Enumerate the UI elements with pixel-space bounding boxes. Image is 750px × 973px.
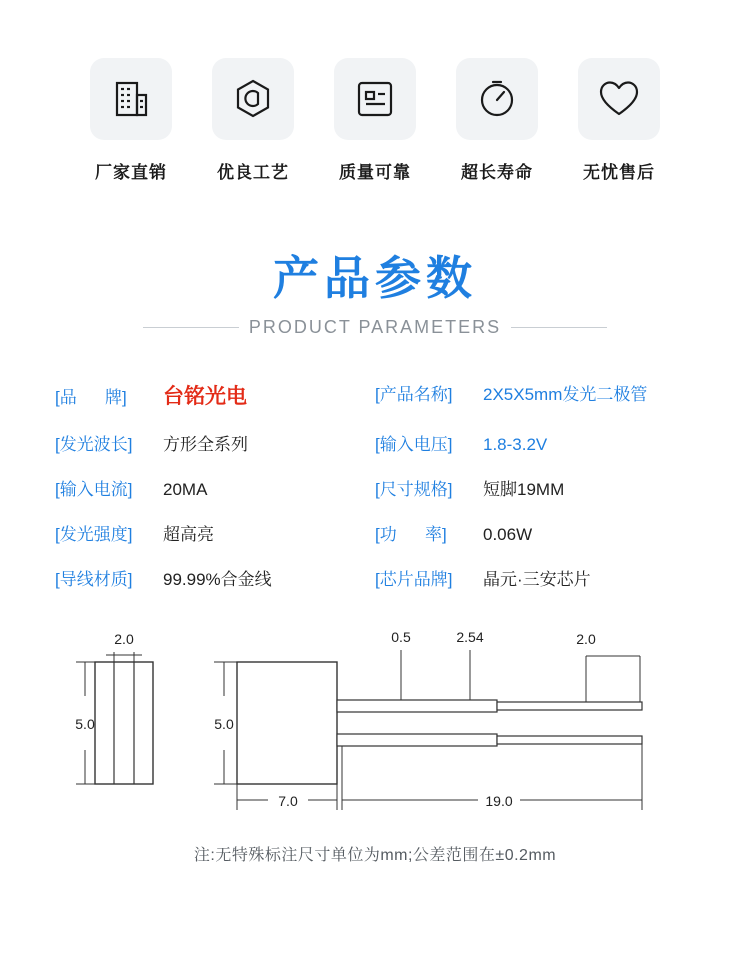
feature-label: 超长寿命	[461, 163, 533, 182]
feature-item-craft	[211, 58, 295, 183]
craft-hexagon-icon	[212, 58, 294, 140]
param-key: [产品名称]	[375, 385, 453, 404]
lead-lower-inner	[337, 734, 497, 746]
param-row	[375, 565, 695, 590]
feature-label: 厂家直销	[95, 163, 167, 182]
feature-item-factory	[89, 58, 173, 183]
param-value: 晶元·三安芯片	[483, 570, 591, 589]
param-key: [导线材质]	[55, 570, 133, 589]
param-key: [品 牌]	[55, 388, 127, 407]
feature-item-lifespan	[455, 58, 539, 183]
dim-lead-tip: 2.0	[576, 631, 596, 647]
param-key: [功 率]	[375, 525, 447, 544]
param-value: 20MA	[163, 480, 208, 499]
dim-front-width: 7.0	[278, 793, 298, 809]
feature-item-aftersales	[577, 58, 661, 183]
feature-badges	[0, 0, 750, 183]
param-row	[375, 380, 695, 410]
section-header	[0, 252, 750, 338]
param-row	[375, 520, 695, 545]
param-row	[55, 520, 375, 545]
factory-icon	[90, 58, 172, 140]
feature-label: 优良工艺	[217, 163, 289, 182]
front-view-body	[237, 662, 337, 784]
param-value: 超高亮	[163, 525, 214, 544]
dim-lead-pitch: 0.5	[391, 629, 411, 645]
param-row	[375, 475, 695, 500]
lead-upper-outer	[497, 702, 642, 710]
dim-lead-length: 19.0	[485, 793, 513, 809]
param-value: 台铭光电	[163, 385, 247, 408]
dim-side-width: 2.0	[114, 631, 134, 647]
heart-icon	[578, 58, 660, 140]
param-value: 1.8-3.2V	[483, 435, 548, 454]
param-row	[55, 565, 375, 590]
param-key: [发光波长]	[55, 435, 133, 454]
quality-box-icon	[334, 58, 416, 140]
section-subtitle: PRODUCT PARAMETERS	[248, 317, 502, 337]
drawing-note: 注:无特殊标注尺寸单位为mm;公差范围在±0.2mm	[193, 847, 557, 864]
divider-right	[511, 327, 607, 328]
dim-side-height: 5.0	[75, 716, 95, 732]
dimension-drawing	[0, 624, 750, 824]
lead-upper-inner	[337, 700, 497, 712]
param-key: [输入电压]	[375, 435, 453, 454]
param-key: [发光强度]	[55, 525, 133, 544]
page-title: 产品参数	[273, 252, 477, 304]
lead-lower-outer	[497, 736, 642, 744]
param-value: 0.06W	[483, 525, 533, 544]
param-key: [芯片品牌]	[375, 570, 453, 589]
divider-left	[143, 327, 239, 328]
dim-front-height: 5.0	[214, 716, 234, 732]
param-key: [输入电流]	[55, 480, 133, 499]
param-value: 短脚19MM	[483, 480, 565, 499]
param-value: 方形全系列	[163, 435, 248, 454]
param-key: [尺寸规格]	[375, 480, 453, 499]
feature-item-quality	[333, 58, 417, 183]
param-row	[55, 430, 375, 455]
feature-label: 无忧售后	[583, 163, 655, 182]
param-value: 99.99%合金线	[163, 570, 272, 589]
parameters-table	[55, 380, 695, 590]
param-value: 2X5X5mm发光二极管	[483, 385, 648, 404]
feature-label: 质量可靠	[339, 163, 411, 182]
param-row	[55, 380, 375, 410]
param-row	[55, 475, 375, 500]
section-subtitle-row	[0, 317, 750, 338]
param-row	[375, 430, 695, 455]
clock-icon	[456, 58, 538, 140]
dim-lead-gap: 2.54	[456, 629, 484, 645]
side-view-body	[95, 662, 153, 784]
